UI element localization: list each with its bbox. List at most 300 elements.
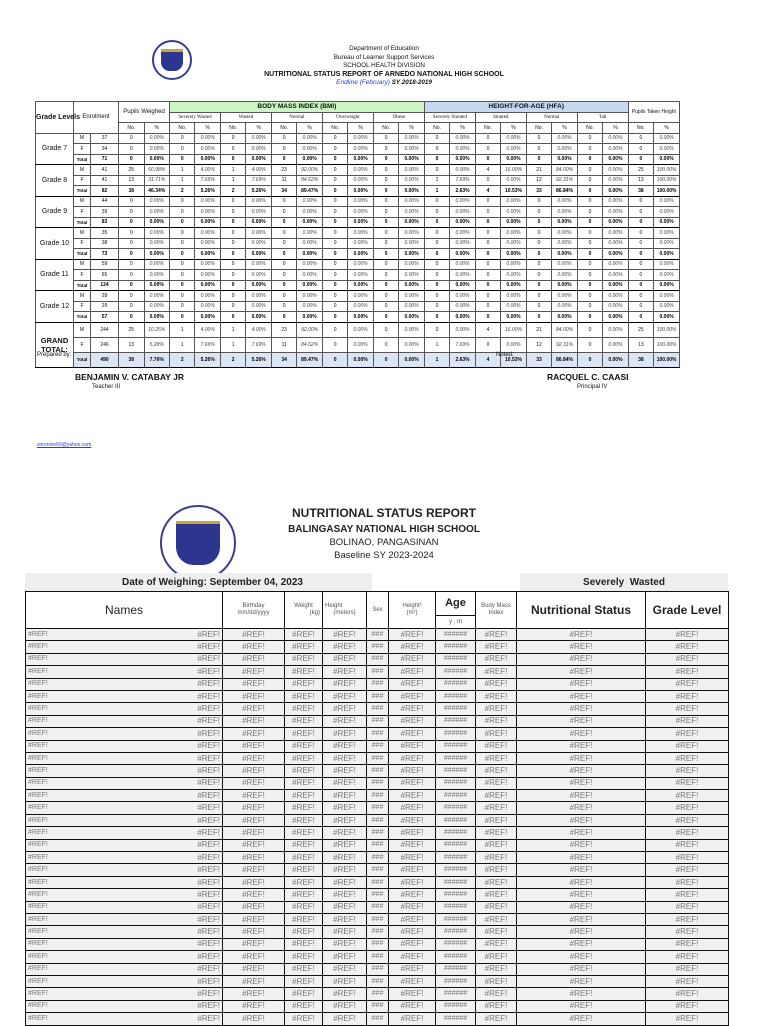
height-cell[interactable]: #REF! xyxy=(323,889,367,901)
age-cell[interactable]: ###### xyxy=(436,653,476,665)
height2-cell[interactable]: #REF! xyxy=(389,951,436,963)
weight-cell[interactable]: #REF! xyxy=(285,827,323,839)
height-cell[interactable]: #REF! xyxy=(323,703,367,715)
bmi-cell[interactable]: #REF! xyxy=(476,876,517,888)
name-cell[interactable] xyxy=(26,740,223,752)
age-cell[interactable]: ###### xyxy=(436,975,476,987)
name-cell[interactable] xyxy=(26,629,223,641)
grade-level-cell[interactable]: #REF! xyxy=(646,666,729,678)
bmi-cell[interactable]: #REF! xyxy=(476,951,517,963)
sex-cell[interactable]: ### xyxy=(367,690,389,702)
name-cell[interactable] xyxy=(26,728,223,740)
age-cell[interactable]: ###### xyxy=(436,876,476,888)
bmi-cell[interactable]: #REF! xyxy=(476,1013,517,1025)
sex-cell[interactable]: ### xyxy=(367,715,389,727)
bmi-cell[interactable]: #REF! xyxy=(476,629,517,641)
height2-cell[interactable]: #REF! xyxy=(389,827,436,839)
height2-cell[interactable]: #REF! xyxy=(389,777,436,789)
nutritional-status-cell[interactable]: #REF! xyxy=(517,765,646,777)
nutritional-status-cell[interactable]: #REF! xyxy=(517,975,646,987)
nutritional-status-cell[interactable]: #REF! xyxy=(517,913,646,925)
sex-cell[interactable]: ### xyxy=(367,876,389,888)
bmi-cell[interactable]: #REF! xyxy=(476,777,517,789)
age-cell[interactable]: ###### xyxy=(436,752,476,764)
bmi-cell[interactable]: #REF! xyxy=(476,790,517,802)
sex-cell[interactable]: ### xyxy=(367,765,389,777)
height2-cell[interactable]: #REF! xyxy=(389,839,436,851)
birthday-cell[interactable]: #REF! xyxy=(223,703,285,715)
sex-cell[interactable]: ### xyxy=(367,963,389,975)
height-cell[interactable]: #REF! xyxy=(323,802,367,814)
grade-level-cell[interactable]: #REF! xyxy=(646,864,729,876)
weight-cell[interactable]: #REF! xyxy=(285,728,323,740)
name-cell[interactable] xyxy=(26,827,223,839)
bmi-cell[interactable]: #REF! xyxy=(476,703,517,715)
weight-cell[interactable]: #REF! xyxy=(285,938,323,950)
birthday-cell[interactable]: #REF! xyxy=(223,653,285,665)
name-cell[interactable] xyxy=(26,666,223,678)
sex-cell[interactable]: ### xyxy=(367,1000,389,1012)
weight-cell[interactable]: #REF! xyxy=(285,777,323,789)
bmi-cell[interactable]: #REF! xyxy=(476,690,517,702)
nutritional-status-cell[interactable]: #REF! xyxy=(517,852,646,864)
grade-level-cell[interactable]: #REF! xyxy=(646,777,729,789)
bmi-cell[interactable]: #REF! xyxy=(476,1000,517,1012)
birthday-cell[interactable]: #REF! xyxy=(223,740,285,752)
name-cell[interactable] xyxy=(26,876,223,888)
bmi-cell[interactable]: #REF! xyxy=(476,802,517,814)
age-cell[interactable]: ###### xyxy=(436,827,476,839)
grade-level-cell[interactable]: #REF! xyxy=(646,728,729,740)
height2-cell[interactable]: #REF! xyxy=(389,641,436,653)
bmi-cell[interactable]: #REF! xyxy=(476,938,517,950)
sex-cell[interactable]: ### xyxy=(367,827,389,839)
birthday-cell[interactable]: #REF! xyxy=(223,913,285,925)
height-cell[interactable]: #REF! xyxy=(323,864,367,876)
sex-cell[interactable]: ### xyxy=(367,852,389,864)
grade-level-cell[interactable]: #REF! xyxy=(646,790,729,802)
name-cell[interactable] xyxy=(26,1000,223,1012)
weight-cell[interactable]: #REF! xyxy=(285,690,323,702)
height-cell[interactable]: #REF! xyxy=(323,926,367,938)
sex-cell[interactable]: ### xyxy=(367,839,389,851)
name-cell[interactable] xyxy=(26,963,223,975)
weight-cell[interactable]: #REF! xyxy=(285,703,323,715)
height-cell[interactable]: #REF! xyxy=(323,740,367,752)
weight-cell[interactable]: #REF! xyxy=(285,889,323,901)
age-cell[interactable]: ###### xyxy=(436,802,476,814)
grade-level-cell[interactable]: #REF! xyxy=(646,889,729,901)
grade-level-cell[interactable]: #REF! xyxy=(646,690,729,702)
sex-cell[interactable]: ### xyxy=(367,951,389,963)
birthday-cell[interactable]: #REF! xyxy=(223,975,285,987)
height-cell[interactable]: #REF! xyxy=(323,641,367,653)
age-cell[interactable]: ###### xyxy=(436,1000,476,1012)
name-cell[interactable] xyxy=(26,938,223,950)
sex-cell[interactable]: ### xyxy=(367,629,389,641)
birthday-cell[interactable]: #REF! xyxy=(223,666,285,678)
birthday-cell[interactable]: #REF! xyxy=(223,678,285,690)
nutritional-status-cell[interactable]: #REF! xyxy=(517,926,646,938)
sex-cell[interactable]: ### xyxy=(367,938,389,950)
nutritional-status-cell[interactable]: #REF! xyxy=(517,740,646,752)
birthday-cell[interactable]: #REF! xyxy=(223,752,285,764)
name-cell[interactable] xyxy=(26,703,223,715)
grade-level-cell[interactable]: #REF! xyxy=(646,926,729,938)
height-cell[interactable]: #REF! xyxy=(323,852,367,864)
bmi-cell[interactable]: #REF! xyxy=(476,988,517,1000)
age-cell[interactable]: ###### xyxy=(436,728,476,740)
grade-level-cell[interactable]: #REF! xyxy=(646,913,729,925)
age-cell[interactable]: ###### xyxy=(436,740,476,752)
birthday-cell[interactable]: #REF! xyxy=(223,629,285,641)
height-cell[interactable]: #REF! xyxy=(323,666,367,678)
grade-level-cell[interactable]: #REF! xyxy=(646,802,729,814)
nutritional-status-cell[interactable]: #REF! xyxy=(517,728,646,740)
grade-level-cell[interactable]: #REF! xyxy=(646,678,729,690)
weight-cell[interactable]: #REF! xyxy=(285,715,323,727)
grade-level-cell[interactable]: #REF! xyxy=(646,653,729,665)
weight-cell[interactable]: #REF! xyxy=(285,678,323,690)
height-cell[interactable]: #REF! xyxy=(323,839,367,851)
nutritional-status-cell[interactable]: #REF! xyxy=(517,653,646,665)
height-cell[interactable]: #REF! xyxy=(323,901,367,913)
height-cell[interactable]: #REF! xyxy=(323,827,367,839)
bmi-cell[interactable]: #REF! xyxy=(476,975,517,987)
birthday-cell[interactable]: #REF! xyxy=(223,864,285,876)
birthday-cell[interactable]: #REF! xyxy=(223,839,285,851)
height2-cell[interactable]: #REF! xyxy=(389,629,436,641)
birthday-cell[interactable]: #REF! xyxy=(223,641,285,653)
height2-cell[interactable]: #REF! xyxy=(389,703,436,715)
age-cell[interactable]: ###### xyxy=(436,901,476,913)
height2-cell[interactable]: #REF! xyxy=(389,988,436,1000)
height2-cell[interactable]: #REF! xyxy=(389,926,436,938)
age-cell[interactable]: ###### xyxy=(436,1013,476,1025)
nutritional-status-cell[interactable]: #REF! xyxy=(517,703,646,715)
height2-cell[interactable]: #REF! xyxy=(389,666,436,678)
name-cell[interactable] xyxy=(26,790,223,802)
height2-cell[interactable]: #REF! xyxy=(389,852,436,864)
birthday-cell[interactable]: #REF! xyxy=(223,728,285,740)
height2-cell[interactable]: #REF! xyxy=(389,740,436,752)
bmi-cell[interactable]: #REF! xyxy=(476,765,517,777)
age-cell[interactable]: ###### xyxy=(436,938,476,950)
sex-cell[interactable]: ### xyxy=(367,913,389,925)
birthday-cell[interactable]: #REF! xyxy=(223,802,285,814)
nutritional-status-cell[interactable]: #REF! xyxy=(517,988,646,1000)
height-cell[interactable]: #REF! xyxy=(323,765,367,777)
height-cell[interactable]: #REF! xyxy=(323,814,367,826)
grade-level-cell[interactable]: #REF! xyxy=(646,715,729,727)
sex-cell[interactable]: ### xyxy=(367,901,389,913)
age-cell[interactable]: ###### xyxy=(436,790,476,802)
grade-level-cell[interactable]: #REF! xyxy=(646,1013,729,1025)
nutritional-status-cell[interactable]: #REF! xyxy=(517,839,646,851)
nutritional-status-cell[interactable]: #REF! xyxy=(517,889,646,901)
birthday-cell[interactable]: #REF! xyxy=(223,765,285,777)
nutritional-status-cell[interactable]: #REF! xyxy=(517,901,646,913)
grade-level-cell[interactable]: #REF! xyxy=(646,852,729,864)
bmi-cell[interactable]: #REF! xyxy=(476,901,517,913)
birthday-cell[interactable]: #REF! xyxy=(223,690,285,702)
weight-cell[interactable]: #REF! xyxy=(285,653,323,665)
height-cell[interactable]: #REF! xyxy=(323,1000,367,1012)
name-cell[interactable] xyxy=(26,752,223,764)
weight-cell[interactable]: #REF! xyxy=(285,988,323,1000)
height2-cell[interactable]: #REF! xyxy=(389,901,436,913)
nutritional-status-cell[interactable]: #REF! xyxy=(517,752,646,764)
bmi-cell[interactable]: #REF! xyxy=(476,814,517,826)
age-cell[interactable]: ###### xyxy=(436,715,476,727)
height2-cell[interactable]: #REF! xyxy=(389,864,436,876)
nutritional-status-cell[interactable]: #REF! xyxy=(517,641,646,653)
nutritional-status-cell[interactable]: #REF! xyxy=(517,1013,646,1025)
nutritional-status-cell[interactable]: #REF! xyxy=(517,666,646,678)
name-cell[interactable] xyxy=(26,889,223,901)
height-cell[interactable]: #REF! xyxy=(323,963,367,975)
bmi-cell[interactable]: #REF! xyxy=(476,926,517,938)
weight-cell[interactable]: #REF! xyxy=(285,802,323,814)
name-cell[interactable] xyxy=(26,802,223,814)
name-cell[interactable] xyxy=(26,1013,223,1025)
age-cell[interactable]: ###### xyxy=(436,690,476,702)
birthday-cell[interactable]: #REF! xyxy=(223,827,285,839)
age-cell[interactable]: ###### xyxy=(436,926,476,938)
birthday-cell[interactable]: #REF! xyxy=(223,963,285,975)
age-cell[interactable]: ###### xyxy=(436,703,476,715)
name-cell[interactable] xyxy=(26,777,223,789)
sex-cell[interactable]: ### xyxy=(367,777,389,789)
grade-level-cell[interactable]: #REF! xyxy=(646,901,729,913)
bmi-cell[interactable]: #REF! xyxy=(476,889,517,901)
height2-cell[interactable]: #REF! xyxy=(389,802,436,814)
birthday-cell[interactable]: #REF! xyxy=(223,715,285,727)
height-cell[interactable]: #REF! xyxy=(323,1013,367,1025)
weight-cell[interactable]: #REF! xyxy=(285,913,323,925)
sex-cell[interactable]: ### xyxy=(367,728,389,740)
birthday-cell[interactable]: #REF! xyxy=(223,926,285,938)
name-cell[interactable] xyxy=(26,975,223,987)
height-cell[interactable]: #REF! xyxy=(323,913,367,925)
weight-cell[interactable]: #REF! xyxy=(285,1000,323,1012)
grade-level-cell[interactable]: #REF! xyxy=(646,740,729,752)
height-cell[interactable]: #REF! xyxy=(323,975,367,987)
height2-cell[interactable]: #REF! xyxy=(389,765,436,777)
grade-level-cell[interactable]: #REF! xyxy=(646,1000,729,1012)
sex-cell[interactable]: ### xyxy=(367,988,389,1000)
height2-cell[interactable]: #REF! xyxy=(389,975,436,987)
height2-cell[interactable]: #REF! xyxy=(389,814,436,826)
name-cell[interactable] xyxy=(26,913,223,925)
grade-level-cell[interactable]: #REF! xyxy=(646,938,729,950)
height-cell[interactable]: #REF! xyxy=(323,876,367,888)
bmi-cell[interactable]: #REF! xyxy=(476,852,517,864)
height-cell[interactable]: #REF! xyxy=(323,790,367,802)
age-cell[interactable]: ###### xyxy=(436,629,476,641)
bmi-cell[interactable]: #REF! xyxy=(476,666,517,678)
grade-level-cell[interactable]: #REF! xyxy=(646,814,729,826)
grade-level-cell[interactable]: #REF! xyxy=(646,752,729,764)
height2-cell[interactable]: #REF! xyxy=(389,678,436,690)
birthday-cell[interactable]: #REF! xyxy=(223,852,285,864)
sex-cell[interactable]: ### xyxy=(367,889,389,901)
birthday-cell[interactable]: #REF! xyxy=(223,876,285,888)
height-cell[interactable]: #REF! xyxy=(323,752,367,764)
nutritional-status-cell[interactable]: #REF! xyxy=(517,790,646,802)
nutritional-status-cell[interactable]: #REF! xyxy=(517,938,646,950)
age-cell[interactable]: ###### xyxy=(436,777,476,789)
birthday-cell[interactable]: #REF! xyxy=(223,1000,285,1012)
name-cell[interactable] xyxy=(26,926,223,938)
nutritional-status-cell[interactable]: #REF! xyxy=(517,963,646,975)
height2-cell[interactable]: #REF! xyxy=(389,1013,436,1025)
weight-cell[interactable]: #REF! xyxy=(285,814,323,826)
nutritional-status-cell[interactable]: #REF! xyxy=(517,629,646,641)
height-cell[interactable]: #REF! xyxy=(323,728,367,740)
name-cell[interactable] xyxy=(26,901,223,913)
bmi-cell[interactable]: #REF! xyxy=(476,839,517,851)
weight-cell[interactable]: #REF! xyxy=(285,666,323,678)
name-cell[interactable] xyxy=(26,641,223,653)
bmi-cell[interactable]: #REF! xyxy=(476,653,517,665)
bmi-cell[interactable]: #REF! xyxy=(476,715,517,727)
status-filter[interactable]: Severely Wasted xyxy=(520,573,728,591)
birthday-cell[interactable]: #REF! xyxy=(223,938,285,950)
grade-level-cell[interactable]: #REF! xyxy=(646,765,729,777)
grade-level-cell[interactable]: #REF! xyxy=(646,641,729,653)
bmi-cell[interactable]: #REF! xyxy=(476,728,517,740)
bmi-cell[interactable]: #REF! xyxy=(476,864,517,876)
height-cell[interactable]: #REF! xyxy=(323,653,367,665)
height2-cell[interactable]: #REF! xyxy=(389,1000,436,1012)
grade-level-cell[interactable]: #REF! xyxy=(646,839,729,851)
weight-cell[interactable]: #REF! xyxy=(285,839,323,851)
birthday-cell[interactable]: #REF! xyxy=(223,889,285,901)
email-link[interactable]: sirronnie69@yahoo.com xyxy=(37,442,92,448)
name-cell[interactable] xyxy=(26,814,223,826)
nutritional-status-cell[interactable]: #REF! xyxy=(517,715,646,727)
birthday-cell[interactable]: #REF! xyxy=(223,777,285,789)
grade-level-cell[interactable]: #REF! xyxy=(646,703,729,715)
name-cell[interactable] xyxy=(26,653,223,665)
name-cell[interactable] xyxy=(26,951,223,963)
height-cell[interactable]: #REF! xyxy=(323,938,367,950)
nutritional-status-cell[interactable]: #REF! xyxy=(517,777,646,789)
birthday-cell[interactable]: #REF! xyxy=(223,790,285,802)
weight-cell[interactable]: #REF! xyxy=(285,790,323,802)
weight-cell[interactable]: #REF! xyxy=(285,963,323,975)
height2-cell[interactable]: #REF! xyxy=(389,715,436,727)
bmi-cell[interactable]: #REF! xyxy=(476,827,517,839)
bmi-cell[interactable]: #REF! xyxy=(476,678,517,690)
sex-cell[interactable]: ### xyxy=(367,641,389,653)
age-cell[interactable]: ###### xyxy=(436,951,476,963)
bmi-cell[interactable]: #REF! xyxy=(476,963,517,975)
age-cell[interactable]: ###### xyxy=(436,913,476,925)
nutritional-status-cell[interactable]: #REF! xyxy=(517,951,646,963)
birthday-cell[interactable]: #REF! xyxy=(223,814,285,826)
weight-cell[interactable]: #REF! xyxy=(285,852,323,864)
height-cell[interactable]: #REF! xyxy=(323,777,367,789)
nutritional-status-cell[interactable]: #REF! xyxy=(517,827,646,839)
grade-level-cell[interactable]: #REF! xyxy=(646,988,729,1000)
sex-cell[interactable]: ### xyxy=(367,666,389,678)
weight-cell[interactable]: #REF! xyxy=(285,951,323,963)
birthday-cell[interactable]: #REF! xyxy=(223,901,285,913)
nutritional-status-cell[interactable]: #REF! xyxy=(517,802,646,814)
nutritional-status-cell[interactable]: #REF! xyxy=(517,864,646,876)
height2-cell[interactable]: #REF! xyxy=(389,963,436,975)
age-cell[interactable]: ###### xyxy=(436,765,476,777)
weight-cell[interactable]: #REF! xyxy=(285,864,323,876)
height2-cell[interactable]: #REF! xyxy=(389,938,436,950)
age-cell[interactable]: ###### xyxy=(436,839,476,851)
age-cell[interactable]: ###### xyxy=(436,864,476,876)
age-cell[interactable]: ###### xyxy=(436,814,476,826)
sex-cell[interactable]: ### xyxy=(367,740,389,752)
height-cell[interactable]: #REF! xyxy=(323,988,367,1000)
age-cell[interactable]: ###### xyxy=(436,641,476,653)
height2-cell[interactable]: #REF! xyxy=(389,690,436,702)
bmi-cell[interactable]: #REF! xyxy=(476,740,517,752)
sex-cell[interactable]: ### xyxy=(367,703,389,715)
age-cell[interactable]: ###### xyxy=(436,666,476,678)
nutritional-status-cell[interactable]: #REF! xyxy=(517,876,646,888)
name-cell[interactable] xyxy=(26,690,223,702)
birthday-cell[interactable]: #REF! xyxy=(223,951,285,963)
sex-cell[interactable]: ### xyxy=(367,653,389,665)
weight-cell[interactable]: #REF! xyxy=(285,876,323,888)
name-cell[interactable] xyxy=(26,839,223,851)
grade-level-cell[interactable]: #REF! xyxy=(646,876,729,888)
sex-cell[interactable]: ### xyxy=(367,926,389,938)
weight-cell[interactable]: #REF! xyxy=(285,975,323,987)
sex-cell[interactable]: ### xyxy=(367,752,389,764)
grade-level-cell[interactable]: #REF! xyxy=(646,629,729,641)
birthday-cell[interactable]: #REF! xyxy=(223,988,285,1000)
height2-cell[interactable]: #REF! xyxy=(389,752,436,764)
height2-cell[interactable]: #REF! xyxy=(389,913,436,925)
age-cell[interactable]: ###### xyxy=(436,889,476,901)
sex-cell[interactable]: ### xyxy=(367,802,389,814)
height2-cell[interactable]: #REF! xyxy=(389,889,436,901)
sex-cell[interactable]: ### xyxy=(367,814,389,826)
name-cell[interactable] xyxy=(26,864,223,876)
height2-cell[interactable]: #REF! xyxy=(389,876,436,888)
sex-cell[interactable]: ### xyxy=(367,864,389,876)
grade-level-cell[interactable]: #REF! xyxy=(646,951,729,963)
height-cell[interactable]: #REF! xyxy=(323,678,367,690)
nutritional-status-cell[interactable]: #REF! xyxy=(517,814,646,826)
age-cell[interactable]: ###### xyxy=(436,963,476,975)
age-cell[interactable]: ###### xyxy=(436,852,476,864)
sex-cell[interactable]: ### xyxy=(367,678,389,690)
height2-cell[interactable]: #REF! xyxy=(389,790,436,802)
sex-cell[interactable]: ### xyxy=(367,1013,389,1025)
age-cell[interactable]: ###### xyxy=(436,678,476,690)
bmi-cell[interactable]: #REF! xyxy=(476,913,517,925)
grade-level-cell[interactable]: #REF! xyxy=(646,963,729,975)
birthday-cell[interactable]: #REF! xyxy=(223,1013,285,1025)
height2-cell[interactable]: #REF! xyxy=(389,728,436,740)
name-cell[interactable] xyxy=(26,988,223,1000)
weight-cell[interactable]: #REF! xyxy=(285,1013,323,1025)
bmi-cell[interactable]: #REF! xyxy=(476,752,517,764)
weight-cell[interactable]: #REF! xyxy=(285,926,323,938)
weight-cell[interactable]: #REF! xyxy=(285,629,323,641)
age-cell[interactable]: ###### xyxy=(436,988,476,1000)
